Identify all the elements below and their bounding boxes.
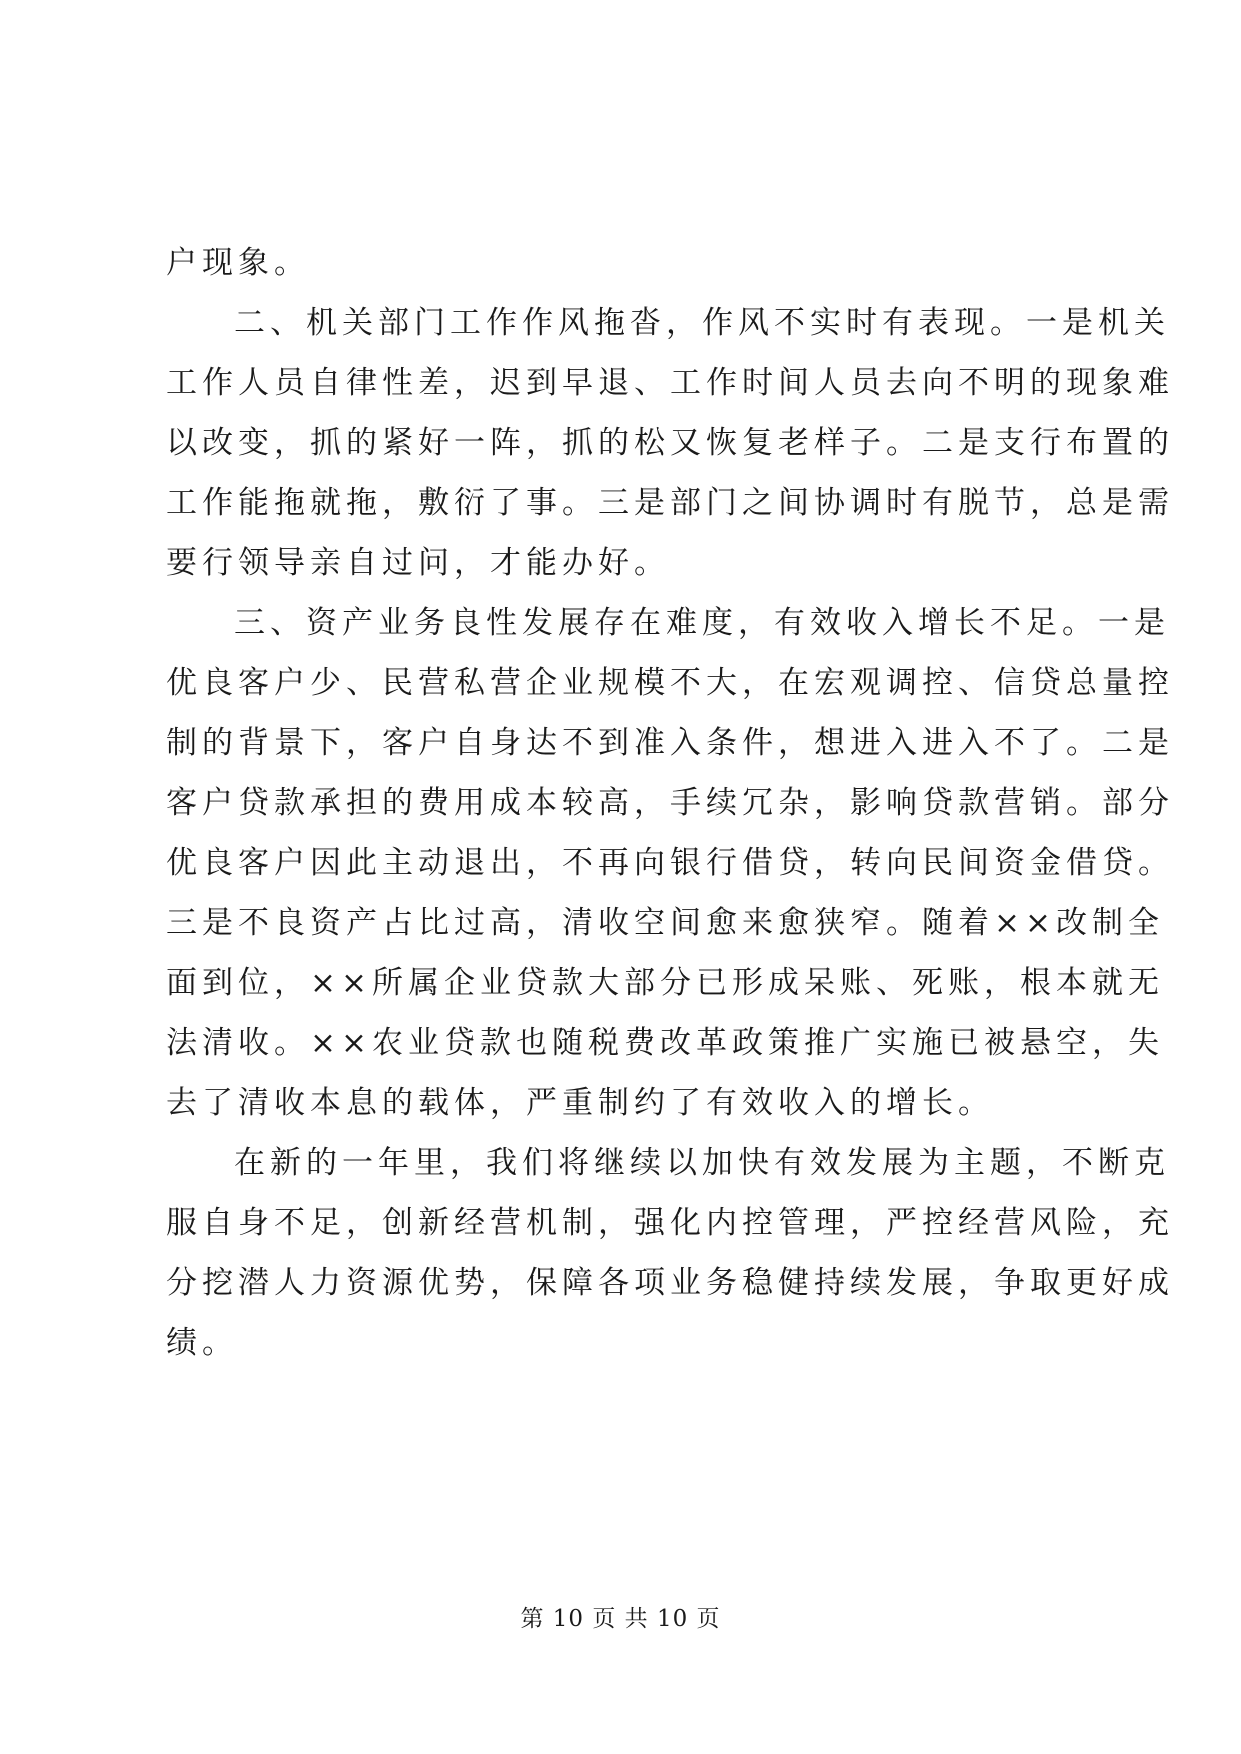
text-line: 工作能拖就拖，敷衍了事。三是部门之间协调时有脱节，总是需 (166, 485, 1174, 521)
text-line: 绩。 (166, 1325, 238, 1361)
text-line: 优良客户少、民营私营企业规模不大，在宏观调控、信贷总量控 (166, 665, 1174, 701)
paragraph-start-line: 三、资产业务良性发展存在难度，有效收入增长不足。一是 (234, 605, 1170, 641)
text-line: 客户贷款承担的费用成本较高，手续冗杂，影响贷款营销。部分 (166, 785, 1174, 821)
document-body (166, 233, 1174, 1373)
text-line: 服自身不足，创新经营机制，强化内控管理，严控经营风险，充 (166, 1205, 1174, 1241)
text-line: 制的背景下，客户自身达不到准入条件，想进入进入不了。二是 (166, 725, 1174, 761)
text-line: 三是不良资产占比过高，清收空间愈来愈狭窄。随着××改制全 (166, 905, 1164, 941)
text-line: 优良客户因此主动退出，不再向银行借贷，转向民间资金借贷。 (166, 845, 1174, 881)
text-line: 分挖潜人力资源优势，保障各项业务稳健持续发展，争取更好成 (166, 1265, 1174, 1301)
page-number-footer: 第 10 页 共 10 页 (520, 1606, 721, 1632)
text-line: 去了清收本息的载体，严重制约了有效收入的增长。 (166, 1085, 994, 1121)
text-line: 面到位，××所属企业贷款大部分已形成呆账、死账，根本就无 (166, 965, 1164, 1001)
paragraph-start-line: 在新的一年里，我们将继续以加快有效发展为主题，不断克 (234, 1145, 1170, 1181)
text-line: 工作人员自律性差，迟到早退、工作时间人员去向不明的现象难 (166, 365, 1174, 401)
paragraph-start-line: 二、机关部门工作作风拖沓，作风不实时有表现。一是机关 (234, 305, 1170, 341)
text-line: 以改变，抓的紧好一阵，抓的松又恢复老样子。二是支行布置的 (166, 425, 1174, 461)
text-line: 户现象。 (166, 245, 310, 281)
text-line: 法清收。××农业贷款也随税费改革政策推广实施已被悬空，失 (166, 1025, 1164, 1061)
text-line: 要行领导亲自过问，才能办好。 (166, 545, 670, 581)
